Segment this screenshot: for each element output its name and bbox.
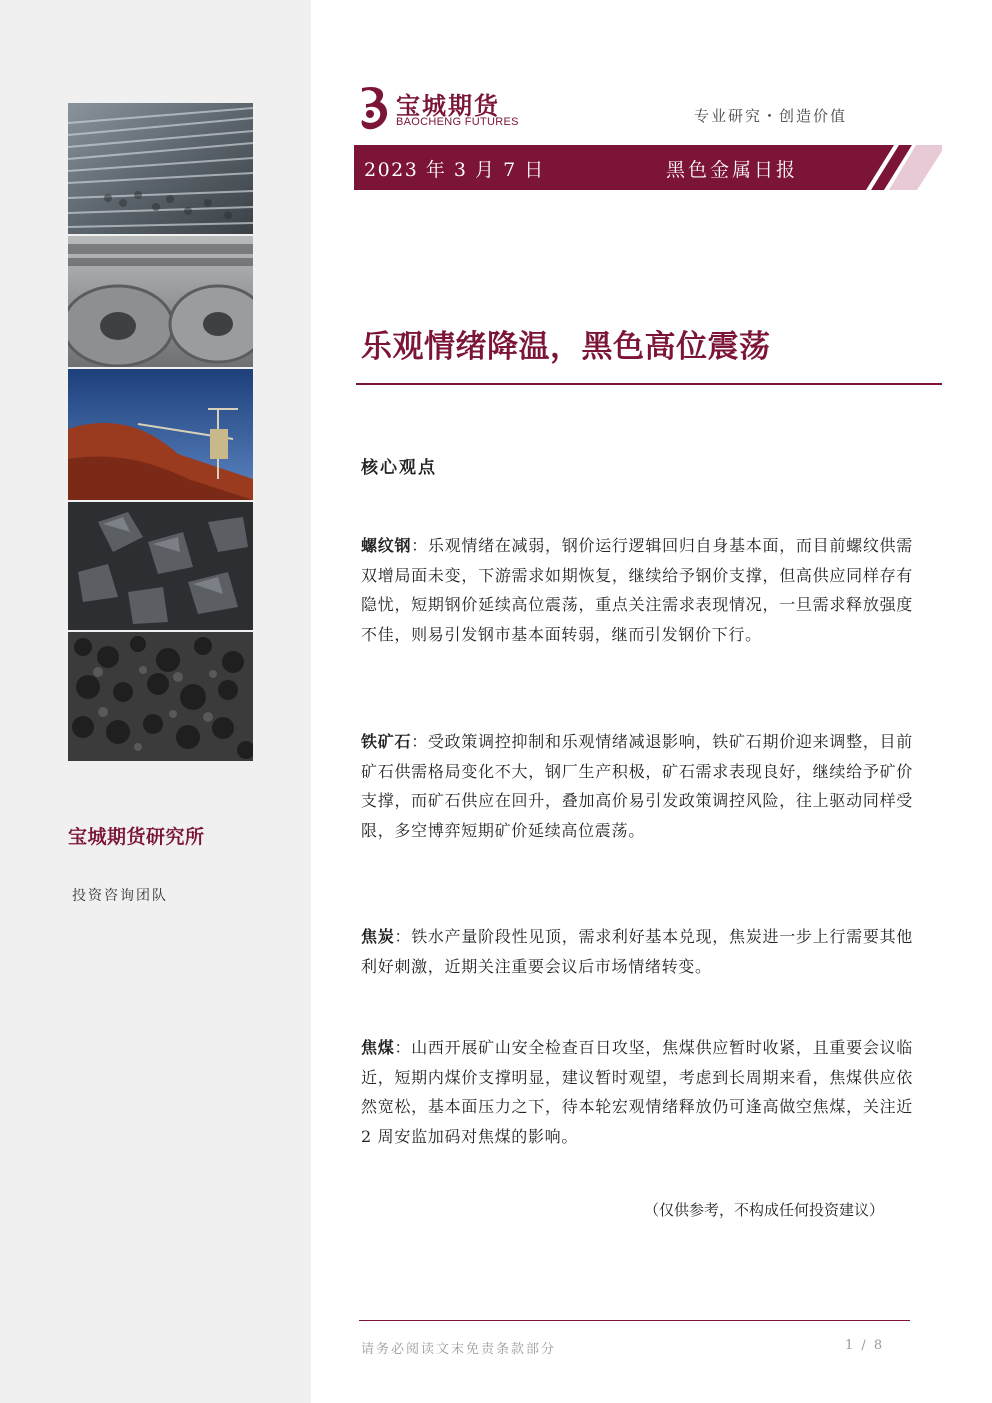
steel-coil-photo — [68, 236, 253, 367]
paragraph-label: 焦煤 — [361, 1038, 395, 1057]
company-logo — [356, 84, 536, 134]
paragraph-coking-coal — [361, 1033, 913, 1151]
paragraph-rebar — [361, 531, 913, 649]
report-type: 黑色金属日报 — [666, 159, 799, 181]
slogan: 专业研究・创造价值 — [694, 107, 848, 125]
title-divider — [356, 383, 942, 385]
rebar-bundle-photo — [68, 103, 253, 234]
footer-divider — [359, 1320, 910, 1321]
paragraph-text: ：山西开展矿山安全检查百日攻坚，焦煤供应暂时收紧，且重要会议临近，短期内煤价支撑明显，建议暂时观望，考虑到长周期来看，焦煤供应依然宽松，基本面压力之下，待本轮宏观情绪释放仍可逢高做空焦煤，关注近 2 周安监加码对焦煤的影响。 — [361, 1038, 914, 1146]
logo-chinese: 宝城期货 — [396, 91, 500, 120]
paragraph-coke — [361, 922, 913, 981]
section-heading: 核心观点 — [361, 458, 437, 478]
disclaimer: （仅供参考，不构成任何投资建议） — [644, 1201, 885, 1219]
paragraph-iron-ore — [361, 727, 913, 845]
footer-note: 请务必阅读文末免责条款部分 — [361, 1342, 557, 1357]
report-title: 乐观情绪降温，黑色高位震荡 — [361, 329, 771, 365]
coke-photo — [68, 632, 253, 761]
report-header-band — [354, 145, 942, 190]
report-date: 2023 年 3 月 7 日 — [364, 159, 545, 181]
paragraph-text: ：乐观情绪在减弱，钢价运行逻辑回归自身基本面，而目前螺纹供需双增局面未变，下游需求如期恢复，继续给予钢价支撑，但高供应同样存有隐忧，短期钢价延续高位震荡，重点关注需求表现情况，一旦需求释放强度不佳，则易引发钢市基本面转弱，继而引发钢价下行。 — [361, 536, 913, 644]
sidebar — [0, 0, 311, 1403]
iron-ore-stacker-photo — [68, 369, 253, 500]
paragraph-text: ：受政策调控抑制和乐观情绪减退影响，铁矿石期价迎来调整，目前矿石供需格局变化不大，钢厂生产积极，矿石需求表现良好，继续给予矿价支撑，而矿石供应在回升，叠加高价易引发政策调控风险，往上驱动同样受限，多空博弈短期矿价延续高位震荡。 — [361, 732, 913, 840]
institute-name: 宝城期货研究所 — [68, 826, 205, 848]
paragraph-text: ：铁水产量阶段性见顶，需求利好基本兑现，焦炭进一步上行需要其他利好刺激，近期关注重要会议后市场情绪转变。 — [361, 927, 914, 976]
paragraph-label: 螺纹钢 — [361, 536, 412, 555]
coking-coal-photo — [68, 502, 253, 630]
team-name: 投资咨询团队 — [72, 888, 168, 904]
page-number: 1 / 8 — [845, 1338, 885, 1353]
paragraph-label: 焦炭 — [361, 927, 395, 946]
logo-english: BAOCHENG FUTURES — [396, 116, 519, 128]
paragraph-label: 铁矿石 — [361, 732, 412, 751]
logo-mark-icon — [356, 84, 392, 132]
